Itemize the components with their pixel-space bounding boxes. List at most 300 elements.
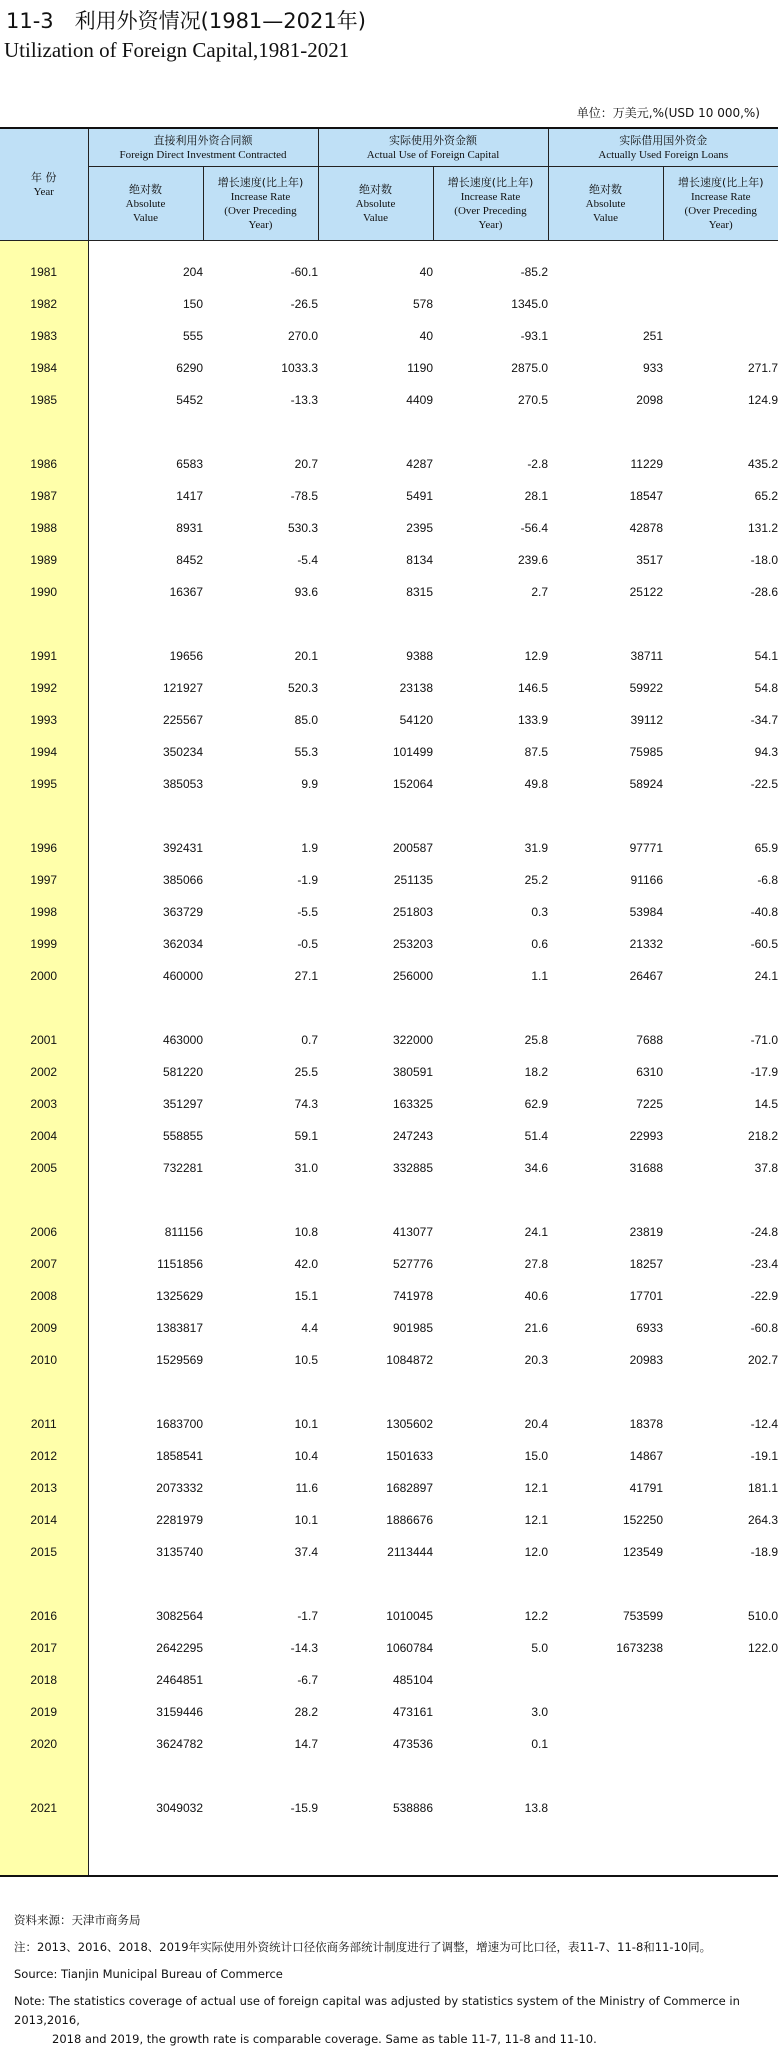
empty-cell — [318, 1184, 433, 1216]
empty-cell — [663, 1184, 778, 1216]
loans-absolute-cell: 7688 — [636, 1032, 663, 1047]
actual-absolute-cell: 256000 — [392, 968, 433, 983]
loans-rate-cell: -17.9 — [750, 1064, 778, 1079]
loans-absolute-cell: 6310 — [636, 1064, 663, 1079]
loans-absolute-cell — [548, 1792, 663, 1824]
source-en: Source: Tianjin Municipal Bureau of Commerce — [14, 1967, 283, 1981]
actual-rate-cell: 12.1 — [524, 1512, 548, 1527]
fdi-rate-cell: 10.8 — [294, 1224, 318, 1239]
fdi-rate-cell: 15.1 — [294, 1288, 318, 1303]
subheader-rate-en2: (Over Preceding — [224, 204, 297, 217]
loans-absolute-cell: 18378 — [629, 1416, 663, 1431]
loans-absolute-cell: 38711 — [630, 648, 663, 663]
fdi-absolute-cell: 3624782 — [156, 1736, 203, 1751]
loans-rate-cell: -71.0 — [750, 1032, 778, 1047]
fdi-rate-cell: 37.4 — [294, 1544, 318, 1559]
empty-cell — [318, 416, 433, 448]
fdi-absolute-cell: 6583 — [176, 456, 203, 471]
empty-cell — [203, 1568, 318, 1600]
loans-rate-cell: 510.0 — [747, 1608, 778, 1623]
note-cn: 注：2013、2016、2018、2019年实际使用外资统计口径依商务部统计制度进行了调整，增速为可比口径，表11-7、11-8和11-10同。 — [14, 1940, 712, 1954]
empty-cell — [318, 800, 433, 832]
loans-absolute-cell — [548, 1728, 663, 1760]
empty-cell — [203, 800, 318, 832]
loans-rate-cell: -22.5 — [750, 776, 778, 791]
fdi-rate-cell: -5.4 — [297, 552, 318, 567]
fdi-rate-cell: 31.0 — [294, 1160, 318, 1175]
year-cell: 1989 — [0, 544, 88, 576]
fdi-rate-cell: -14.3 — [290, 1640, 318, 1655]
actual-rate-cell: 25.8 — [524, 1032, 548, 1047]
fdi-rate-cell: 59.1 — [294, 1128, 318, 1143]
loans-rate-cell: -23.4 — [750, 1256, 778, 1271]
loans-rate-cell: 37.8 — [754, 1160, 778, 1175]
fdi-rate-cell: 42.0 — [294, 1256, 318, 1271]
empty-cell — [663, 1568, 778, 1600]
fdi-absolute-cell: 350234 — [162, 744, 203, 759]
loans-absolute-cell: 14867 — [629, 1448, 663, 1463]
empty-cell — [203, 1760, 318, 1792]
notes-section — [14, 1911, 774, 2057]
fdi-absolute-cell: 362034 — [162, 936, 203, 951]
loans-rate-cell — [663, 1664, 778, 1696]
year-cell: 2000 — [0, 960, 88, 992]
fdi-rate-cell: -60.1 — [290, 264, 318, 279]
empty-cell — [203, 416, 318, 448]
actual-absolute-cell: 322000 — [392, 1032, 433, 1047]
loans-rate-cell: 54.1 — [754, 648, 778, 663]
actual-rate-cell: 133.9 — [517, 712, 548, 727]
year-cell: 2005 — [0, 1152, 88, 1184]
actual-rate-cell: -85.2 — [520, 264, 548, 279]
table-body — [0, 241, 778, 1876]
note-en-line1: Note: The statistics coverage of actual use of foreign capital was adjusted by statistics system of the Ministry of Commerce in 2013,2016, — [14, 1994, 740, 2027]
loans-rate-cell: 264.3 — [747, 1512, 778, 1527]
loans-absolute-cell: 2098 — [636, 392, 663, 407]
fdi-rate-cell: 10.5 — [294, 1352, 318, 1367]
year-cell: 1995 — [0, 768, 88, 800]
loans-absolute-cell: 31688 — [629, 1160, 663, 1175]
year-cell: 1988 — [0, 512, 88, 544]
spacer-row — [0, 1184, 778, 1216]
source-cn: 资料来源：天津市商务局 — [14, 1913, 141, 1927]
loans-absolute-cell: 26467 — [629, 968, 663, 983]
table-row — [0, 288, 778, 320]
loans-rate-cell: 14.5 — [754, 1096, 778, 1111]
group-header-loans-en: Actually Used Foreign Loans — [598, 148, 729, 161]
loans-rate-cell — [663, 1728, 778, 1760]
year-cell: 2004 — [0, 1120, 88, 1152]
empty-cell — [203, 992, 318, 1024]
fdi-absolute-cell: 8452 — [176, 552, 203, 567]
loans-absolute-cell: 251 — [642, 328, 663, 343]
table-row — [0, 1408, 778, 1440]
table-row — [0, 256, 778, 288]
table-row — [0, 640, 778, 672]
fdi-absolute-cell: 2642295 — [156, 1640, 203, 1655]
empty-cell — [318, 992, 433, 1024]
table-row — [0, 1280, 778, 1312]
year-cell: 1993 — [0, 704, 88, 736]
subheader-rate — [433, 167, 548, 241]
fdi-absolute-cell: 392431 — [162, 840, 203, 855]
year-cell: 1982 — [0, 288, 88, 320]
fdi-absolute-cell: 385066 — [162, 872, 203, 887]
empty-cell — [318, 1760, 433, 1792]
actual-absolute-cell: 163325 — [392, 1096, 433, 1111]
fdi-absolute-cell: 363729 — [162, 904, 203, 919]
fdi-absolute-cell: 3049032 — [156, 1800, 203, 1815]
fdi-absolute-cell: 19656 — [169, 648, 203, 663]
loans-absolute-cell: 22993 — [629, 1128, 663, 1143]
loans-absolute-cell: 21332 — [629, 936, 663, 951]
spacer-row — [0, 416, 778, 448]
loans-absolute-cell: 25122 — [629, 584, 663, 599]
spacer-row — [0, 608, 778, 640]
empty-cell — [318, 241, 433, 256]
loans-rate-cell: 181.1 — [747, 1480, 778, 1495]
loans-rate-cell: 122.0 — [747, 1640, 778, 1655]
loans-absolute-cell: 58924 — [629, 776, 663, 791]
actual-rate-cell: 51.4 — [524, 1128, 548, 1143]
group-header-fdi-cn: 直接利用外资合同额 — [153, 133, 253, 147]
empty-cell — [548, 1568, 663, 1600]
group-header-loans — [548, 128, 778, 167]
group-header-loans-cn: 实际借用国外资金 — [619, 133, 708, 147]
loans-rate-cell: -22.9 — [750, 1288, 778, 1303]
table-row — [0, 928, 778, 960]
actual-absolute-cell: 8315 — [406, 584, 433, 599]
loans-rate-cell — [663, 1696, 778, 1728]
empty-cell — [203, 241, 318, 256]
year-cell: 2006 — [0, 1216, 88, 1248]
empty-cell — [548, 1184, 663, 1216]
actual-absolute-cell: 152064 — [392, 776, 433, 791]
fdi-rate-cell: 74.3 — [294, 1096, 318, 1111]
loans-absolute-cell: 3517 — [636, 552, 663, 567]
page-title-en: Utilization of Foreign Capital,1981-2021 — [4, 38, 350, 62]
actual-rate-cell: 270.5 — [517, 392, 548, 407]
table-row — [0, 960, 778, 992]
subheader-absolute — [88, 167, 203, 241]
empty-cell — [433, 1184, 548, 1216]
actual-rate-cell: 0.3 — [531, 904, 548, 919]
table-row — [0, 736, 778, 768]
loans-absolute-cell: 53984 — [629, 904, 663, 919]
loans-absolute-cell: 123549 — [622, 1544, 663, 1559]
year-cell: 2019 — [0, 1696, 88, 1728]
year-header-en: Year — [33, 185, 54, 198]
loans-absolute-cell: 1673238 — [616, 1640, 663, 1655]
fdi-absolute-cell: 581220 — [162, 1064, 203, 1079]
empty-cell — [88, 608, 203, 640]
subheader-rate-en2: (Over Preceding — [454, 204, 527, 217]
loans-absolute-cell: 18257 — [629, 1256, 663, 1271]
loans-rate-cell: -6.8 — [757, 872, 778, 887]
subheader-absolute-en1: Absolute — [585, 197, 626, 210]
empty-cell — [663, 1824, 778, 1876]
loans-absolute-cell: 75985 — [629, 744, 663, 759]
empty-cell — [433, 241, 548, 256]
table-row — [0, 544, 778, 576]
actual-absolute-cell: 473536 — [392, 1736, 433, 1751]
subheader-rate-en3: Year) — [708, 218, 733, 231]
year-cell — [0, 416, 88, 448]
loans-absolute-cell — [548, 288, 663, 320]
fdi-absolute-cell: 732281 — [162, 1160, 203, 1175]
empty-cell — [433, 608, 548, 640]
empty-cell — [433, 416, 548, 448]
year-cell — [0, 1760, 88, 1792]
subheader-absolute-en2: Value — [362, 211, 389, 224]
actual-rate-cell: -56.4 — [520, 520, 548, 535]
fdi-absolute-cell: 8931 — [176, 520, 203, 535]
fdi-rate-cell: 530.3 — [287, 520, 318, 535]
actual-absolute-cell: 1190 — [407, 360, 433, 375]
empty-cell — [88, 241, 203, 256]
fdi-absolute-cell: 460000 — [162, 968, 203, 983]
table-row — [0, 512, 778, 544]
subheader-rate — [203, 167, 318, 241]
fdi-absolute-cell: 385053 — [162, 776, 203, 791]
fdi-absolute-cell: 463000 — [162, 1032, 203, 1047]
empty-cell — [88, 1376, 203, 1408]
empty-cell — [203, 608, 318, 640]
actual-absolute-cell: 4409 — [406, 392, 433, 407]
loans-rate-cell: -24.8 — [750, 1224, 778, 1239]
loans-absolute-cell: 753599 — [622, 1608, 663, 1623]
loans-rate-cell — [663, 256, 778, 288]
fdi-absolute-cell: 1325629 — [156, 1288, 203, 1303]
actual-absolute-cell: 54120 — [399, 712, 433, 727]
empty-cell — [318, 1376, 433, 1408]
fdi-rate-cell: 10.1 — [294, 1512, 318, 1527]
fdi-absolute-cell: 204 — [182, 264, 203, 279]
fdi-absolute-cell: 150 — [182, 296, 203, 311]
year-cell — [0, 1568, 88, 1600]
table-row — [0, 1216, 778, 1248]
subheader-absolute-cn: 绝对数 — [359, 182, 392, 196]
actual-rate-cell: 49.8 — [524, 776, 548, 791]
loans-rate-cell: 65.2 — [754, 488, 778, 503]
empty-cell — [318, 1824, 433, 1876]
subheader-absolute-en1: Absolute — [125, 197, 166, 210]
subheader-absolute-en1: Absolute — [355, 197, 396, 210]
loans-rate-cell: 124.9 — [747, 392, 778, 407]
loans-rate-cell — [663, 288, 778, 320]
loans-absolute-cell: 7225 — [636, 1096, 663, 1111]
year-cell: 2008 — [0, 1280, 88, 1312]
subheader-rate-cn: 增长速度(比上年) — [447, 175, 534, 189]
loans-absolute-cell: 41791 — [629, 1480, 663, 1495]
actual-rate-cell: 18.2 — [524, 1064, 548, 1079]
subheader-rate-en1: Increase Rate — [230, 190, 291, 203]
year-cell: 2016 — [0, 1600, 88, 1632]
fdi-rate-cell: -1.9 — [297, 872, 318, 887]
spacer-row — [0, 1760, 778, 1792]
fdi-rate-cell: 28.2 — [294, 1704, 318, 1719]
actual-absolute-cell: 1682897 — [386, 1480, 433, 1495]
actual-rate-cell: 21.6 — [524, 1320, 548, 1335]
year-cell: 2007 — [0, 1248, 88, 1280]
subheader-absolute — [318, 167, 433, 241]
fdi-rate-cell: 27.1 — [294, 968, 318, 983]
subheader-rate-en3: Year) — [248, 218, 273, 231]
fdi-absolute-cell: 1858541 — [156, 1448, 203, 1463]
spacer-row — [0, 1568, 778, 1600]
year-cell: 2015 — [0, 1536, 88, 1568]
empty-cell — [88, 1760, 203, 1792]
year-cell: 1998 — [0, 896, 88, 928]
empty-cell — [548, 241, 663, 256]
actual-absolute-cell: 8134 — [406, 552, 433, 567]
table-row — [0, 1312, 778, 1344]
loans-absolute-cell — [548, 1664, 663, 1696]
loans-absolute-cell — [548, 1696, 663, 1728]
actual-absolute-cell: 741978 — [392, 1288, 433, 1303]
empty-cell — [433, 992, 548, 1024]
loans-absolute-cell: 20983 — [629, 1352, 663, 1367]
loans-rate-cell: 435.2 — [747, 456, 778, 471]
year-cell — [0, 992, 88, 1024]
loans-rate-cell: 271.7 — [747, 360, 778, 375]
empty-cell — [548, 416, 663, 448]
loans-rate-cell: 131.2 — [747, 520, 778, 535]
fdi-absolute-cell: 1151856 — [157, 1256, 203, 1271]
fdi-absolute-cell: 6290 — [176, 360, 203, 375]
subheader-rate-en2: (Over Preceding — [684, 204, 757, 217]
actual-rate-cell: 15.0 — [524, 1448, 548, 1463]
fdi-absolute-cell: 351297 — [162, 1096, 203, 1111]
table-row — [0, 1664, 778, 1696]
actual-rate-cell: 12.1 — [524, 1480, 548, 1495]
fdi-rate-cell: -0.5 — [297, 936, 318, 951]
table-row — [0, 1696, 778, 1728]
subheader-rate-en3: Year) — [478, 218, 503, 231]
actual-rate-cell: 5.0 — [531, 1640, 548, 1655]
empty-cell — [663, 800, 778, 832]
empty-cell — [318, 1568, 433, 1600]
year-cell: 2017 — [0, 1632, 88, 1664]
year-cell: 2009 — [0, 1312, 88, 1344]
fdi-absolute-cell: 2073332 — [156, 1480, 203, 1495]
loans-rate-cell: -19.1 — [750, 1448, 778, 1463]
year-cell: 2002 — [0, 1056, 88, 1088]
empty-cell — [88, 416, 203, 448]
year-cell: 1981 — [0, 256, 88, 288]
loans-absolute-cell: 152250 — [622, 1512, 663, 1527]
actual-rate-cell: 31.9 — [524, 840, 548, 855]
loans-absolute-cell: 6933 — [636, 1320, 663, 1335]
actual-rate-cell: 24.1 — [524, 1224, 548, 1239]
loans-rate-cell: -60.8 — [750, 1320, 778, 1335]
table-row — [0, 1248, 778, 1280]
fdi-rate-cell: 11.6 — [295, 1480, 318, 1495]
actual-rate-cell: -93.1 — [520, 328, 548, 343]
actual-absolute-cell: 23138 — [399, 680, 433, 695]
year-cell: 2014 — [0, 1504, 88, 1536]
fdi-rate-cell: -26.5 — [290, 296, 318, 311]
loans-rate-cell: -12.4 — [750, 1416, 778, 1431]
empty-cell — [663, 608, 778, 640]
year-cell — [0, 1824, 88, 1876]
table-row — [0, 896, 778, 928]
fdi-rate-cell: 4.4 — [301, 1320, 318, 1335]
fdi-rate-cell: 20.1 — [294, 648, 318, 663]
spacer-row — [0, 1824, 778, 1876]
fdi-rate-cell: 55.3 — [294, 744, 318, 759]
actual-absolute-cell: 538886 — [392, 1800, 433, 1815]
actual-absolute-cell: 9388 — [406, 648, 433, 663]
table-row — [0, 1536, 778, 1568]
loans-absolute-cell: 23819 — [629, 1224, 663, 1239]
fdi-absolute-cell: 121927 — [162, 680, 203, 695]
group-header-actual — [318, 128, 548, 167]
table-row — [0, 768, 778, 800]
foreign-capital-table — [0, 127, 778, 1877]
loans-rate-cell: 24.1 — [754, 968, 778, 983]
actual-absolute-cell: 1886676 — [386, 1512, 433, 1527]
subheader-row — [0, 167, 778, 241]
actual-absolute-cell: 380591 — [392, 1064, 433, 1079]
fdi-rate-cell: 20.7 — [294, 456, 318, 471]
loans-rate-cell — [663, 1792, 778, 1824]
fdi-absolute-cell: 1683700 — [156, 1416, 203, 1431]
actual-rate-cell: 146.5 — [517, 680, 548, 695]
fdi-absolute-cell: 558855 — [162, 1128, 203, 1143]
subheader-rate-cn: 增长速度(比上年) — [677, 175, 764, 189]
fdi-absolute-cell: 1529569 — [156, 1352, 203, 1367]
empty-cell — [433, 800, 548, 832]
year-cell — [0, 800, 88, 832]
loans-absolute-cell: 11229 — [630, 456, 663, 471]
year-cell: 2012 — [0, 1440, 88, 1472]
empty-cell — [548, 1376, 663, 1408]
loans-rate-cell: -34.7 — [750, 712, 778, 727]
year-cell: 2001 — [0, 1024, 88, 1056]
loans-absolute-cell: 91166 — [630, 872, 663, 887]
subheader-rate — [663, 167, 778, 241]
loans-absolute-cell: 97771 — [629, 840, 663, 855]
empty-cell — [548, 992, 663, 1024]
subheader-absolute-cn: 绝对数 — [129, 182, 162, 196]
empty-cell — [663, 992, 778, 1024]
fdi-rate-cell: -5.5 — [297, 904, 318, 919]
loans-absolute-cell: 59922 — [629, 680, 663, 695]
fdi-rate-cell: 0.7 — [301, 1032, 318, 1047]
table-row — [0, 1600, 778, 1632]
year-cell — [0, 241, 88, 256]
fdi-absolute-cell: 3082564 — [156, 1608, 203, 1623]
loans-rate-cell: 54.8 — [754, 680, 778, 695]
actual-absolute-cell: 40 — [419, 264, 433, 279]
year-cell: 2013 — [0, 1472, 88, 1504]
empty-cell — [88, 1824, 203, 1876]
loans-absolute-cell: 17701 — [629, 1288, 663, 1303]
group-header-fdi-en: Foreign Direct Investment Contracted — [119, 148, 287, 161]
empty-cell — [663, 1376, 778, 1408]
actual-rate-cell: 0.1 — [531, 1736, 548, 1751]
actual-rate-cell: 20.4 — [524, 1416, 548, 1431]
actual-rate-cell: 12.9 — [524, 648, 548, 663]
spacer-row — [0, 800, 778, 832]
empty-cell — [433, 1824, 548, 1876]
year-cell: 2020 — [0, 1728, 88, 1760]
actual-absolute-cell: 413077 — [392, 1224, 433, 1239]
fdi-absolute-cell: 811156 — [164, 1224, 203, 1239]
table-row — [0, 1504, 778, 1536]
empty-cell — [203, 1184, 318, 1216]
